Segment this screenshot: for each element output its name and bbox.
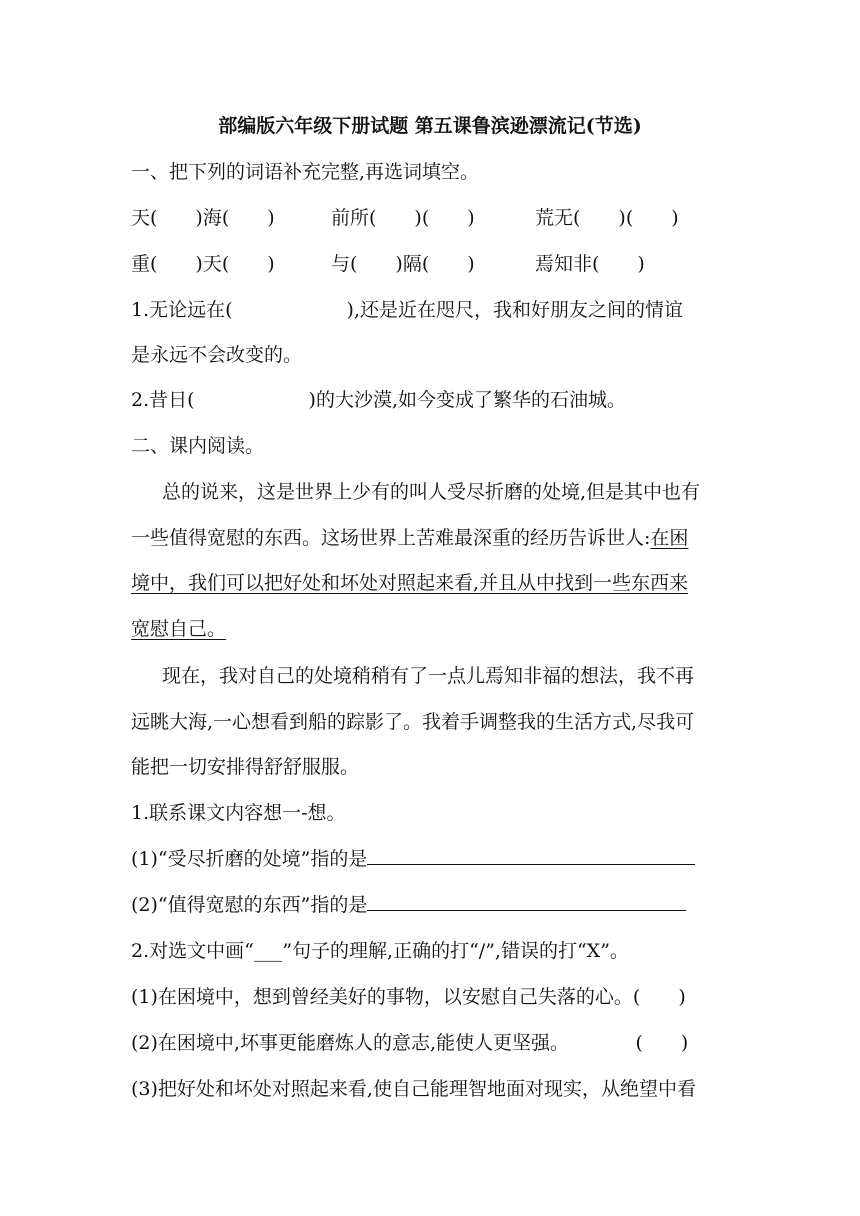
answer-line-1b[interactable] xyxy=(367,910,686,911)
reading-question-1b-text: (2)“值得宽慰的东西”指的是 xyxy=(131,894,368,916)
passage-p2-line-3: 能把一切安排得舒舒服服。 xyxy=(131,756,360,778)
fill-question-2: 2.昔日( )的大沙漠,如今变成了繁华的石油城。 xyxy=(131,389,626,411)
judge-option-2: (2)在困境中,坏事更能磨炼人的意志,能使人更坚强。 ( ) xyxy=(131,1032,689,1054)
passage-p1-line-2 xyxy=(131,529,688,548)
fill-question-1-line-2: 是永远不会改变的。 xyxy=(131,344,303,366)
underlined-sentence-start: 在困 xyxy=(650,527,689,549)
fill-question-1-line-1: 1.无论远在( ),还是近在咫尺，我和好朋友之间的情谊 xyxy=(131,299,683,321)
reading-question-2-pre: 2.对选文中画“ xyxy=(131,940,254,962)
answer-line-1a[interactable] xyxy=(367,864,695,865)
word-blank-5: 与( )隔( ) xyxy=(331,253,475,275)
word-blank-3: 荒无( )( ) xyxy=(535,207,679,229)
underlined-sentence-middle: 境中，我们可以把好处和坏处对照起来看,并且从中找到一些东西来 xyxy=(131,572,689,594)
reading-question-1a xyxy=(131,850,695,869)
word-blank-1: 天( )海( ) xyxy=(131,207,275,229)
page-title: 部编版六年级下册试题 第五课鲁滨逊漂流记(节选) xyxy=(218,115,642,137)
judge-option-3: (3)把好处和坏处对照起来看,使自己能理智地面对现实，从绝望中看 xyxy=(131,1078,696,1100)
reading-question-2-post: ”句子的理解,正确的打“/”,错误的打“X”。 xyxy=(282,940,629,962)
underlined-sentence-end: 宽慰自己。 xyxy=(131,618,227,640)
section-1-heading: 一、把下列的词语补充完整,再选词填空。 xyxy=(131,161,480,183)
passage-p1-line-1: 总的说来，这是世界上少有的叫人受尽折磨的处境,但是其中也有 xyxy=(162,481,701,503)
passage-p2-line-2: 远眺大海,一心想看到船的踪影了。我着手调整我的生活方式,尽我可 xyxy=(131,711,695,733)
reading-question-1b xyxy=(131,896,686,915)
word-blank-4: 重( )天( ) xyxy=(131,253,275,275)
reading-question-2-heading xyxy=(131,942,629,961)
reading-question-1a-text: (1)“受尽折磨的处境”指的是 xyxy=(131,848,368,870)
passage-p2-line-1: 现在，我对自己的处境稍稍有了一点儿焉知非福的想法，我不再 xyxy=(162,665,695,687)
underline-marker: ___ xyxy=(253,940,283,962)
section-2-heading: 二、课内阅读。 xyxy=(131,435,265,457)
judge-option-1: (1)在困境中，想到曾经美好的事物，以安慰自己失落的心。( ) xyxy=(131,986,686,1008)
word-blank-2: 前所( )( ) xyxy=(331,207,475,229)
word-blank-6: 焉知非( ) xyxy=(535,253,645,275)
passage-p1-line-2-plain: 一些值得宽慰的东西。这场世界上苦难最深重的经历告诉世人: xyxy=(131,527,651,549)
reading-question-1-heading: 1.联系课文内容想一-想。 xyxy=(131,802,346,824)
